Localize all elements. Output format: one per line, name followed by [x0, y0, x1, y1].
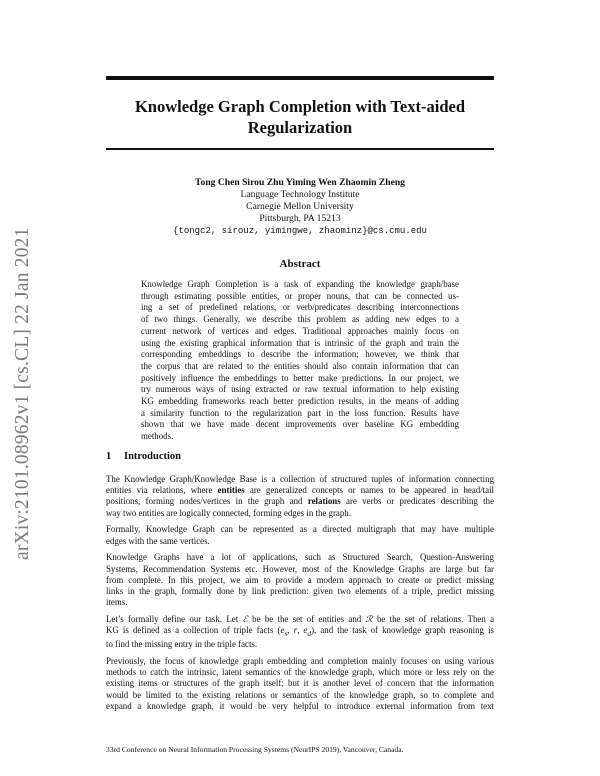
math-symbol: e: [280, 625, 285, 636]
paragraph-line: [106, 485, 494, 496]
paragraph-line: Previously, the focus of knowledge graph embedding and completion mainly focuses on using various: [106, 656, 494, 666]
title-line-2: Regularization: [247, 118, 353, 137]
abstract-line: try numerous ways of using extracted or raw textual information to help existing: [141, 384, 459, 395]
math-symbol: r: [293, 625, 298, 636]
paragraph-line: [106, 625, 494, 639]
paragraph-line: Formally, Knowledge Graph can be represented as a directed multigraph that may have multiple: [106, 524, 494, 535]
math-symbol: e: [303, 625, 308, 636]
introduction-body: [106, 474, 494, 718]
abstract-line: of two things. Generally, we describe this problem as adding new edges to a: [141, 314, 459, 325]
text-run: ), and the task of knowledge graph reasoning is: [311, 625, 494, 636]
affiliation-line-2: Carnegie Mellon University: [246, 201, 354, 212]
paragraph-line: edges with the same vertices.: [106, 535, 210, 546]
paragraph-line: Knowledge Graphs have a lot of applications, such as Structured Search, Question-Answering: [106, 552, 494, 563]
paragraph-line: would be limited to the existing relations or semantics of the knowledge graph, so to complete and: [106, 689, 494, 700]
author-names: Tong Chen Sirou Zhu Yiming Wen Zhaomin Zheng: [195, 177, 405, 188]
abstract-line: methods.: [141, 431, 174, 442]
math-symbol-relations: ℛ: [365, 614, 373, 625]
paragraph-previous-work: [106, 656, 494, 712]
section-number: 1: [106, 451, 112, 462]
abstract-line: the corpus that are related to the entities should also contain information that can: [141, 360, 459, 371]
paragraph-line: The Knowledge Graph/Knowledge Base is a collection of structured tuples of information connecting: [106, 474, 494, 484]
paragraph-line: to find the missing entry in the triple facts.: [106, 639, 258, 650]
abstract-line: corresponding embeddings to describe the information; however, we think that: [141, 349, 459, 360]
paragraph-line: links in the graph, formally done by link prediction: given two elements of a triple, predict missing: [106, 586, 494, 597]
paragraph-line: existing items or structures of the graph itself; but it is another level of concern that the information: [106, 678, 494, 689]
paragraph-line: Systems, Recommendation Systems etc. However, most of the Knowledge Graphs are large but far: [106, 563, 494, 574]
abstract-line: ing a set of predefined relations, or verb/predicates describing interconnections: [141, 302, 459, 313]
text-run: be the set of relations. Then a: [372, 614, 494, 625]
abstract-line: Knowledge Graph Completion is a task of expanding the knowledge graph/base: [141, 279, 459, 289]
abstract-line: through estimating possible entities, or proper nouns, that can be connected us-: [141, 290, 459, 301]
author-emails: {tongc2, sirouz, yimingwe, zhaominz}@cs.cmu.edu: [173, 226, 427, 236]
paragraph-line: way two entities are logically connected, forming edges in the graph.: [106, 507, 351, 518]
text-run: ,: [287, 625, 294, 636]
paragraph-formal-multigraph: [106, 524, 494, 546]
math-subscript: s: [284, 629, 288, 638]
text-run: entities via relations, where: [106, 485, 218, 496]
section-heading-introduction: [106, 451, 181, 462]
title-top-rule: [106, 76, 494, 80]
text-run: are generalized concepts or names to be appeared in head/tail: [244, 485, 494, 496]
abstract-heading: Abstract: [279, 258, 321, 270]
text-run: are verbs or predicates describing the: [340, 496, 494, 507]
section-title: Introduction: [124, 451, 181, 462]
author-block: [106, 177, 494, 237]
title-bottom-rule: [106, 148, 494, 150]
paragraph-kg-definition: [106, 474, 494, 519]
paragraph-line: from complete. In this project, we aim to provide a modern approach to create or predict missing: [106, 574, 494, 585]
text-run: KG is defined as a collection of triple facts (: [106, 625, 281, 636]
paragraph-line: expand a knowledge graph, it would be very helpful to introduce external information from text: [106, 700, 494, 711]
text-run: Let’s formally define our task. Let: [106, 614, 243, 625]
arxiv-identifier-stamp: arXiv:2101.08962v1 [cs.CL] 22 Jan 2021: [12, 227, 33, 560]
paragraph-task-definition: [106, 614, 494, 650]
abstract-body: [141, 279, 459, 443]
abstract-line: shown that we have made decent improvements over baseline KG embedding: [141, 419, 459, 430]
title-line-1: Knowledge Graph Completion with Text-aided: [134, 97, 466, 116]
paragraph-line: [106, 614, 494, 625]
conference-footnote: 33rd Conference on Neural Information Processing Systems (NeurIPS 2019), Vancouver, Canada.: [106, 745, 404, 754]
paragraph-line: methods to catch the intrinsic, latent semantics of the knowledge graph, which more or less rely on the: [106, 667, 494, 678]
paragraph-line: items.: [106, 597, 128, 608]
math-symbol-entities: ℰ: [242, 614, 248, 625]
paragraph-applications: [106, 552, 494, 608]
affiliation-line-1: Language Technology Institute: [240, 189, 360, 200]
math-subscript: d: [307, 629, 312, 638]
text-run: positions, forming nodes/vertices in the graph and: [106, 496, 308, 507]
bold-term-relations: relations: [307, 496, 341, 507]
abstract-line: current network of vertices and edges. Traditional approaches mainly focus on: [141, 325, 459, 336]
abstract-line: positively influence the embeddings to better make predictions. In our project, we: [141, 372, 459, 383]
text-run: ,: [297, 625, 304, 636]
paragraph-line: [106, 496, 494, 507]
paper-title: [106, 96, 494, 138]
abstract-line: using the existing graphical information that is intrinsic of the graph and train the: [141, 337, 459, 348]
author-address: Pittsburgh, PA 15213: [259, 213, 341, 224]
abstract-line: KG embedding frameworks reach better prediction results, in the means of adding: [141, 396, 459, 407]
text-run: be be the set of entities and: [247, 614, 366, 625]
bold-term-entities: entities: [217, 485, 245, 496]
abstract-line: a similarity function to the regularization part in the loss function. Results have: [141, 407, 459, 418]
